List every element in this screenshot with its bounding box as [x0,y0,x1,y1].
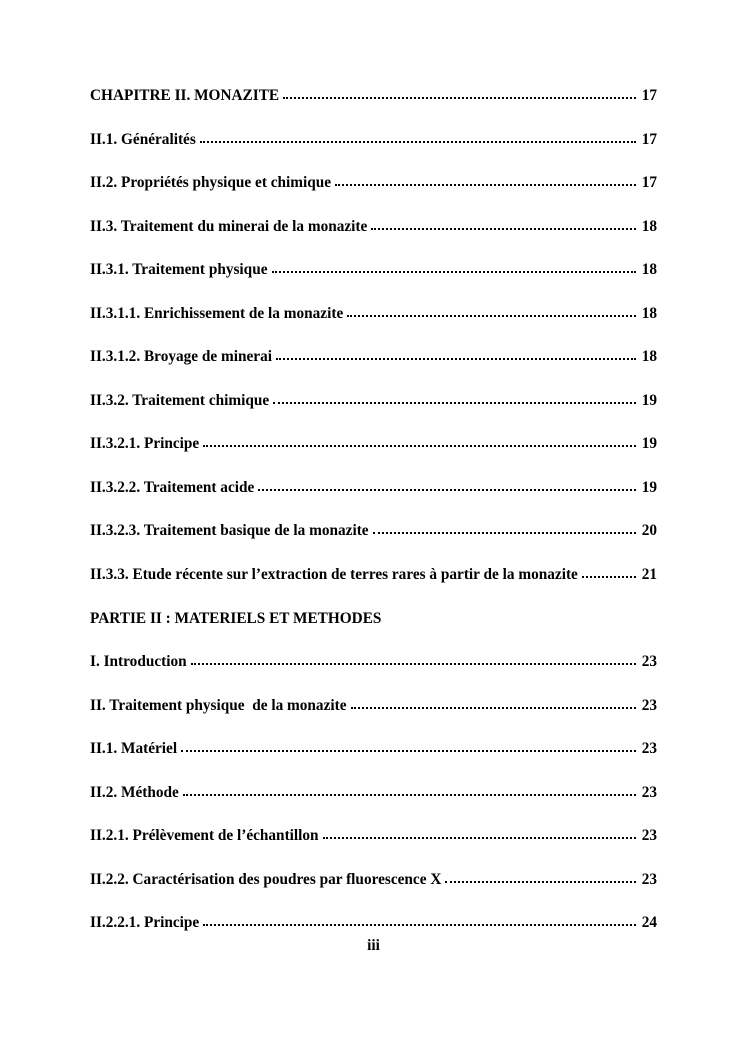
toc-entry-label: II.2.1. Prélèvement de l’échantillon [90,827,319,845]
toc-entry-label: II.2. Méthode [90,783,179,801]
toc-leader-dots [258,489,636,491]
toc-entry [90,653,657,697]
toc-entry [90,87,657,131]
toc-entry-page: 24 [641,914,657,932]
toc-entry-label: II.3.2.1. Principe [90,435,200,453]
toc-leader-dots [276,358,636,360]
toc-entry-page: 23 [641,783,657,801]
toc-entry [90,871,657,915]
toc-entry-page: 19 [641,391,657,409]
table-of-contents [90,87,657,932]
toc-section-heading [90,610,657,654]
toc-leader-dots [371,228,636,230]
toc-entry [90,392,657,436]
toc-leader-dots [335,184,636,186]
toc-entry [90,435,657,479]
page-number-footer: iii [367,937,380,955]
toc-leader-dots [272,271,637,273]
toc-leader-dots [445,881,636,883]
toc-entry-page: 20 [641,522,657,540]
toc-entry-label: I. Introduction [90,653,187,671]
toc-entry-label: CHAPITRE II. MONAZITE [90,87,280,104]
toc-leader-dots [203,445,636,447]
toc-section-heading-label: PARTIE II : MATERIELS ET METHODES [90,609,382,627]
toc-entry [90,784,657,828]
toc-entry-page: 23 [641,696,657,714]
toc-entry-page: 19 [641,478,657,496]
toc-entry-label: II.3. Traitement du minerai de la monazite [90,217,368,235]
toc-entry [90,261,657,305]
toc-leader-dots [273,402,636,404]
toc-leader-dots [582,576,636,578]
toc-entry-page: 18 [641,304,657,322]
toc-leader-dots [183,794,636,796]
toc-leader-dots [323,837,636,839]
toc-entry [90,131,657,175]
toc-entry-page: 18 [641,348,657,366]
toc-leader-dots [347,315,636,317]
toc-entry [90,305,657,349]
toc-entry-page: 19 [641,435,657,453]
toc-leader-dots [373,532,636,534]
toc-entry-label: II.1. Généralités [90,130,196,148]
toc-entry-page: 23 [641,870,657,888]
toc-entry-page: 17 [641,174,657,192]
toc-entry-label: II.1. Matériel [90,740,178,758]
toc-entry [90,697,657,741]
toc-entry-label: II.3.2.3. Traitement basique de la monazite [90,522,369,540]
toc-entry-page: 23 [641,827,657,845]
toc-leader-dots [203,924,636,926]
toc-entry [90,914,657,932]
toc-entry [90,740,657,784]
toc-entry-label: II.3.2. Traitement chimique [90,391,270,409]
toc-entry-page: 18 [641,217,657,235]
toc-leader-dots [191,663,636,665]
toc-entry [90,218,657,262]
toc-entry-label: II. Traitement physique de la monazite [90,696,347,714]
toc-leader-dots [351,707,636,709]
toc-entry [90,522,657,566]
toc-entry-page: 21 [641,566,657,584]
toc-entry-label: II.2. Propriétés physique et chimique [90,174,332,192]
toc-entry-page: 17 [641,87,657,104]
toc-entry-label: II.2.2.1. Principe [90,914,200,932]
toc-entry [90,566,657,610]
toc-entry-page: 18 [641,261,657,279]
toc-leader-dots [200,141,636,143]
toc-entry [90,174,657,218]
toc-entry-page: 23 [641,653,657,671]
toc-entry-label: II.3.1.1. Enrichissement de la monazite [90,304,344,322]
toc-entry-label: II.3.1. Traitement physique [90,261,268,279]
toc-leader-dots [283,97,636,99]
toc-entry [90,479,657,523]
toc-entry-label: II.3.3. Etude récente sur l’extraction de terres rares à partir de la monazite [90,566,578,584]
toc-leader-dots [181,750,636,752]
toc-entry-label: II.2.2. Caractérisation des poudres par fluorescence X [90,870,442,888]
toc-entry-page: 17 [641,130,657,148]
toc-entry [90,348,657,392]
toc-entry-label: II.3.1.2. Broyage de minerai [90,348,272,366]
toc-entry [90,827,657,871]
toc-entry-page: 23 [641,740,657,758]
toc-entry-label: II.3.2.2. Traitement acide [90,478,255,496]
